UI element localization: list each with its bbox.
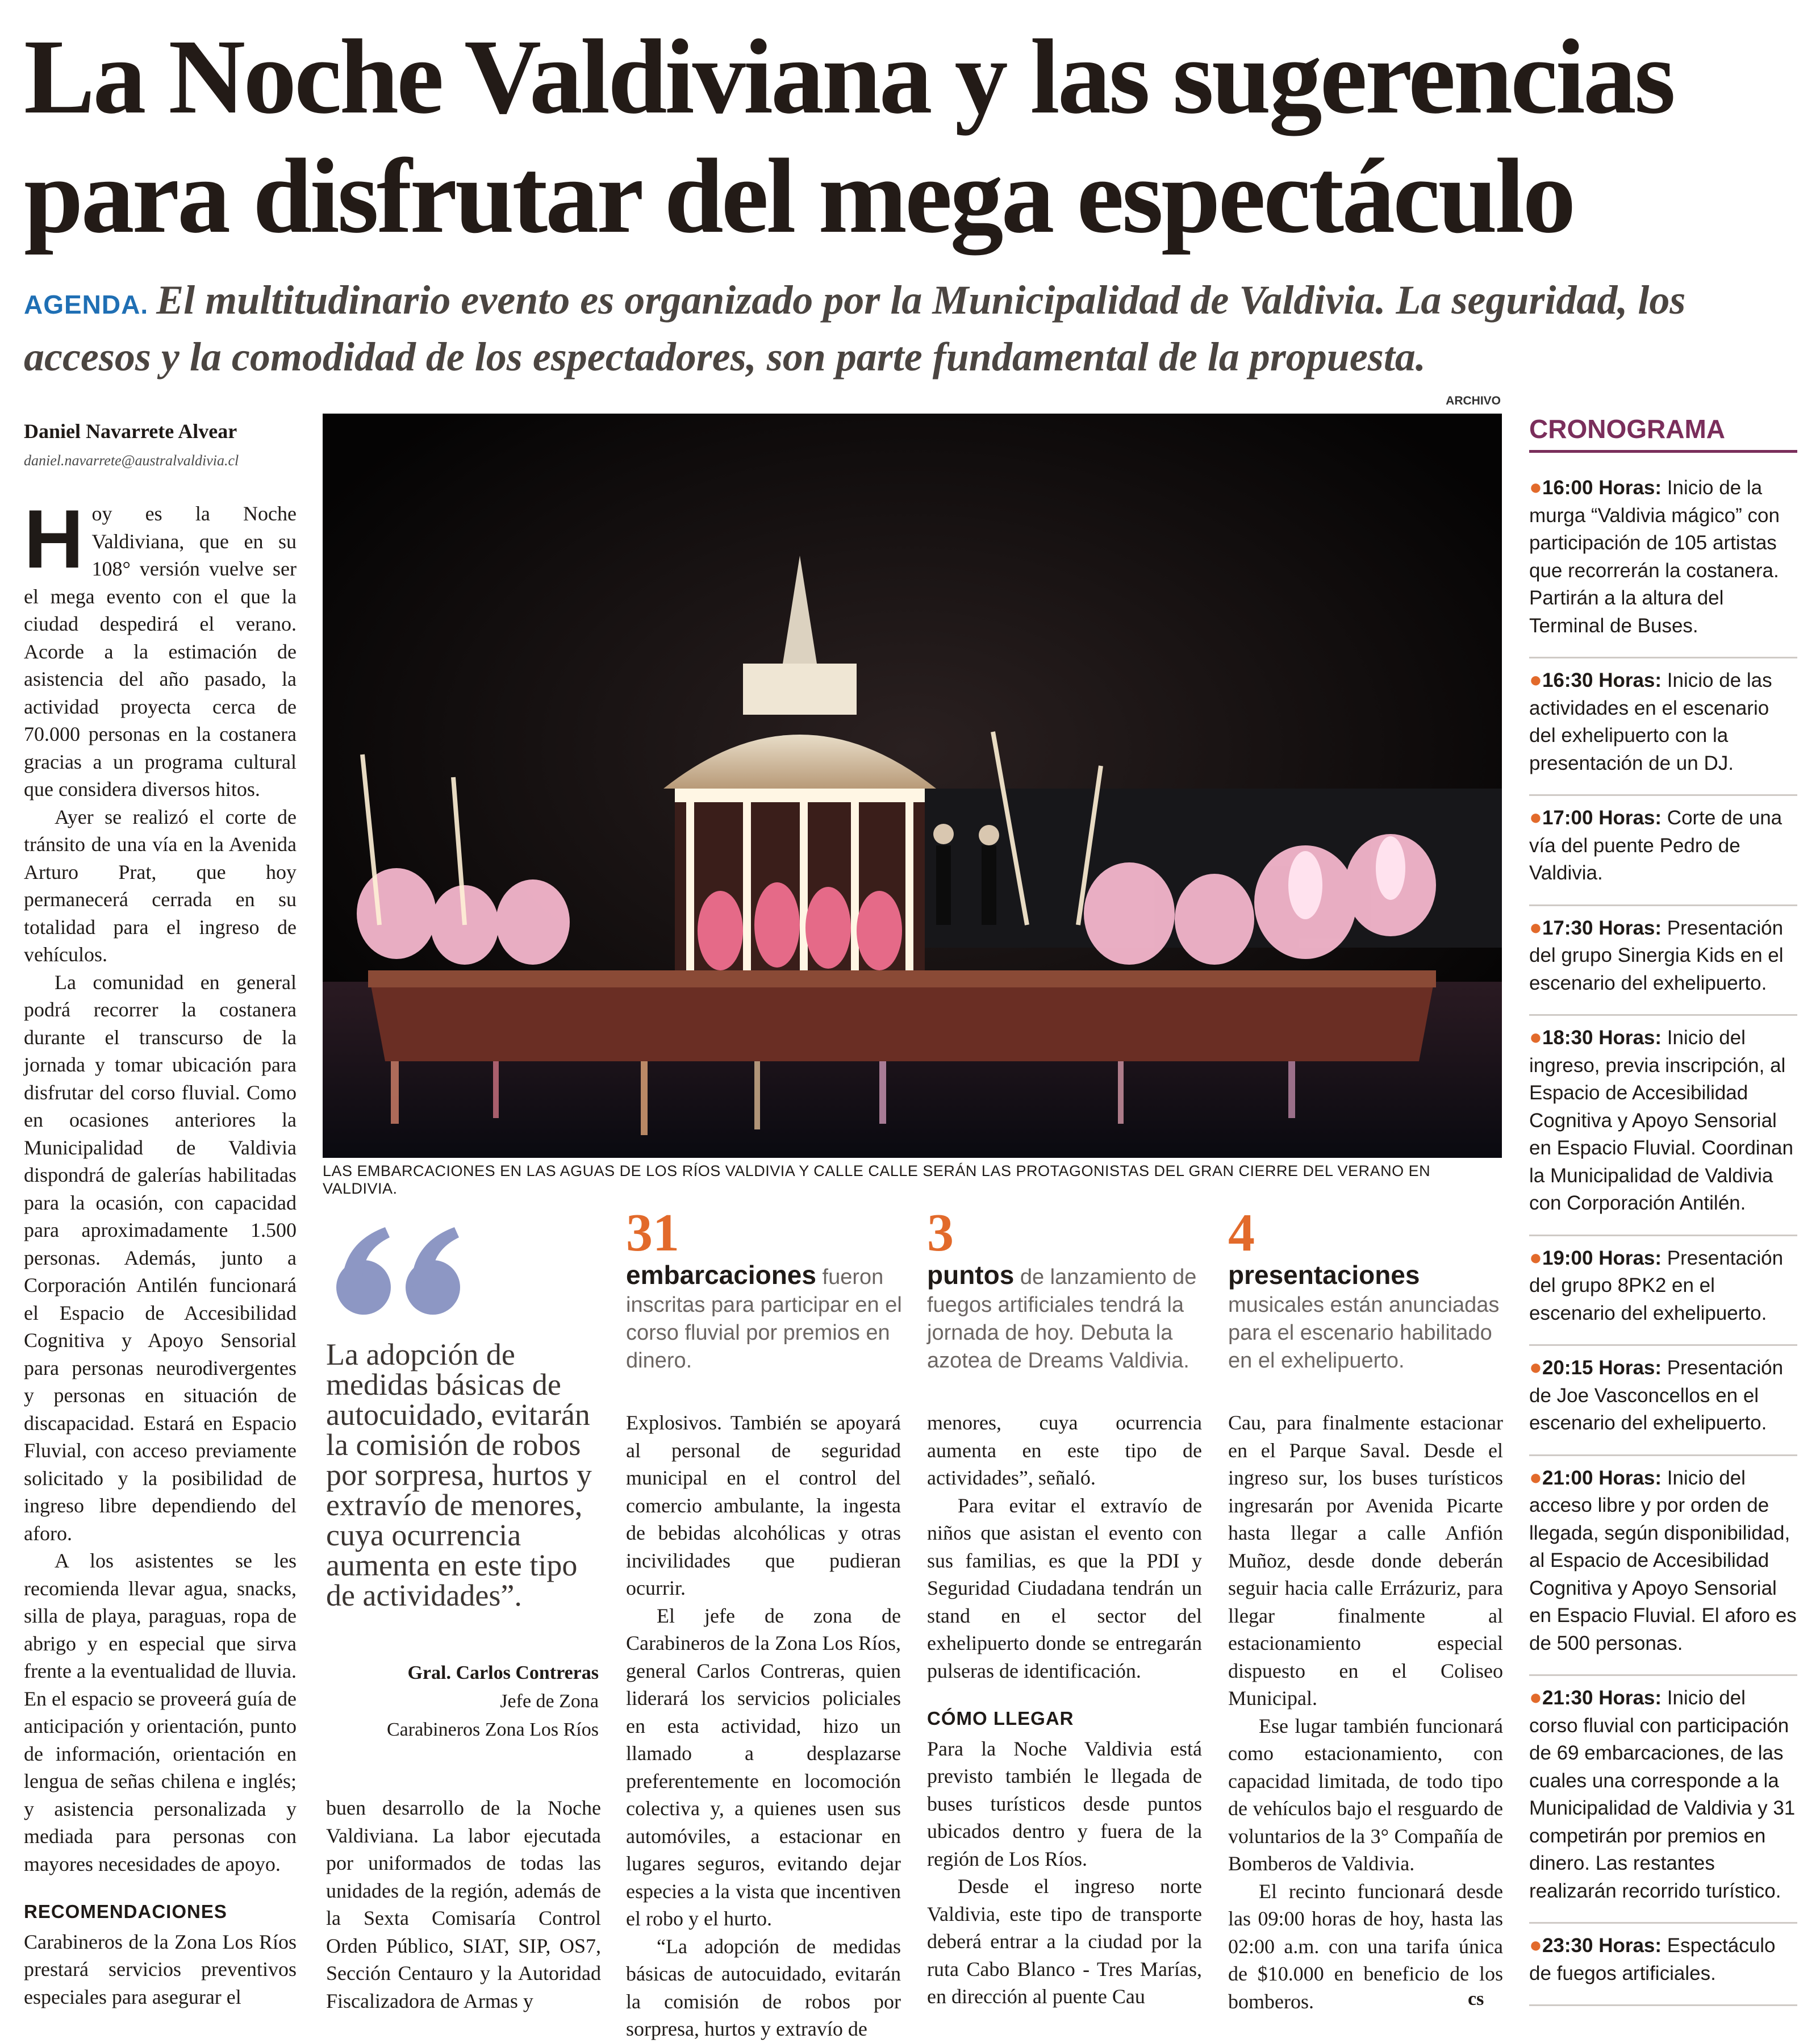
cronograma-title: CRONOGRAMA xyxy=(1529,414,1797,453)
schedule-text: Espectáculo de fuegos artificiales. xyxy=(1529,1934,1776,1984)
schedule-time: 18:30 Horas: xyxy=(1542,1027,1662,1049)
quote-mark-icon xyxy=(331,1220,467,1317)
article-paragraph: Para la Noche Valdivia está previsto también le llegada de buses turísticos desde puntos ubicados dentro y fuera de la región de Los Ríos. xyxy=(927,1737,1202,1870)
stat-description: embarcaciones fueron inscritas para participar en el corso fluvial por premios en dinero. xyxy=(626,1260,902,1373)
cronograma-list xyxy=(1529,466,1797,2006)
stat-block xyxy=(626,1204,904,1375)
stat-keyword: presentaciones xyxy=(1228,1260,1420,1290)
stat-description: puntos de lanzamiento de fuegos artificiales tendrá la jornada de hoy. Debuta la azotea de Dreams Valdivia. xyxy=(927,1260,1197,1373)
drop-cap: H xyxy=(24,493,84,585)
schedule-item xyxy=(1529,1456,1797,1677)
stat-keyword: puntos xyxy=(927,1260,1015,1290)
schedule-text: Presentación de Joe Vasconcellos en el escenario del exhelipuerto. xyxy=(1529,1357,1784,1434)
article-paragraph: menores, cuya ocurrencia aumenta en este tipo de actividades”, señaló. xyxy=(927,1411,1202,1489)
stat-block xyxy=(927,1204,1205,1375)
schedule-time: 16:00 Horas: xyxy=(1542,477,1662,499)
schedule-time: 17:00 Horas: xyxy=(1542,807,1662,829)
bullet-dot-icon: ● xyxy=(1529,668,1542,692)
bullet-dot-icon: ● xyxy=(1529,1245,1542,1270)
deck xyxy=(24,274,1796,383)
end-mark: cs xyxy=(1468,1988,1484,2009)
article-paragraph: Explosivos. También se apoyará al personal de seguridad municipal en el control del comercio ambulante, la ingesta de bebidas alcohólicas y otras incivilidades que pudieran ocurrir. xyxy=(626,1411,901,1599)
bullet-dot-icon: ● xyxy=(1529,806,1542,829)
article-paragraph: Desde el ingreso norte Valdivia, este tipo de transporte deberá entrar a la ciudad por la ruta Cabo Blanco - Tres Marías, en dirección al puente Cau xyxy=(927,1875,1202,2008)
article-paragraph: “La adopción de medidas básicas de autocuidado, evitarán la comisión de robos por sorpresa, hurtos y extravío de xyxy=(626,1934,901,2040)
article-paragraph: Para evitar el extravío de niños que asistan el evento con sus familias, es que la PDI y Seguridad Ciudadana tendrán un stand en el sector del exhelipuerto donde se entregarán pulseras de identificación. xyxy=(927,1494,1202,1682)
article-paragraph: El recinto funcionará desde las 09:00 horas de hoy, hasta las 02:00 a.m. con una tarifa única de $10.000 en beneficio de los bomberos. xyxy=(1228,1879,1503,2013)
photo-caption: LAS EMBARCACIONES EN LAS AGUAS DE LOS RÍOS VALDIVIA Y CALLE CALLE SERÁN LAS PROTAGONISTAS DEL GRAN CIERRE DEL VERANO EN VALDIVIA. xyxy=(323,1162,1431,1197)
schedule-item xyxy=(1529,906,1797,1016)
article-paragraph: La comunidad en general podrá recorrer la costanera durante el transcurso de la jornada y tomar ubicación para disfrutar del corso fluvial. Como en ocasiones anteriores la Municipalidad de Valdivia dispondrá de galerías habilitadas para la ocasión, con capacidad para aproximadamente 1.500 personas. Además, junto a Corporación Antilén funcionará el Espacio de Accesibilidad Cognitiva y Apoyo Sensorial para personas neurodivergentes y personas en situación de discapacidad. Estará en Espacio Fluvial, con acceso previamente solicitado y la posibilidad de ingreso libre dependiendo del aforo. xyxy=(24,970,297,1545)
stat-block xyxy=(1228,1204,1506,1375)
schedule-text: Inicio del ingreso, previa inscripción, al Espacio de Accesibilidad Cognitiva y Apoyo Sensorial en Espacio Fluvial. Coordinan la Municipalidad de Valdivia con Corporación Antilén. xyxy=(1529,1027,1793,1214)
article-paragraph: Ese lugar también funcionará como estacionamiento, con capacidad limitada, de todo tipo de vehículos bajo el resguardo de voluntarios de la 3° Compañía de Bomberos de Valdivia. xyxy=(1228,1714,1503,1875)
schedule-time: 19:00 Horas: xyxy=(1542,1246,1662,1269)
schedule-text: Inicio del acceso libre y por orden de llegada, según disponibilidad, al Espacio de Accesibilidad Cognitiva y Apoyo Sensorial en Espacio Fluvial. El aforo es de 500 personas. xyxy=(1529,1466,1797,1654)
schedule-item xyxy=(1529,1346,1797,1456)
article-column-5 xyxy=(1228,1409,1503,2015)
article-paragraph: buen desarrollo de la Noche Valdiviana. La labor ejecutada por uniformados de todas las unidades de la región, además de la Sexta Comisaría Control Orden Público, SIAT, SIP, OS7, Sección Centauro y la Autoridad Fiscalizadora de Armas y xyxy=(326,1796,601,2012)
schedule-time: 21:00 Horas: xyxy=(1542,1466,1662,1489)
stat-number: 4 xyxy=(1228,1203,1255,1262)
schedule-item xyxy=(1529,466,1797,658)
schedule-text: Inicio de la murga “Valdivia mágico” con participación de 105 artistas que recorrerán la costanera. Partirán a la altura del Terminal de Buses. xyxy=(1529,477,1780,637)
photo-credit: ARCHIVO xyxy=(1446,394,1501,407)
schedule-text: Corte de una vía del puente Pedro de Valdivia. xyxy=(1529,807,1783,884)
article-column-3 xyxy=(626,1409,901,2043)
quote-author-org: Carabineros Zona Los Ríos xyxy=(387,1719,599,1740)
article-column-4 xyxy=(927,1409,1202,2011)
schedule-text: Presentación del grupo Sinergia Kids en el escenario del exhelipuerto. xyxy=(1529,916,1784,994)
main-photo xyxy=(323,414,1502,1158)
byline-email[interactable]: daniel.navarrete@australvaldivia.cl xyxy=(24,452,239,469)
article-paragraph: Ayer se realizó el corte de tránsito de una vía en la Avenida Arturo Prat, que hoy permanecerá cerrada en su totalidad para el ingreso de vehículos. xyxy=(24,805,297,966)
article-paragraph: Carabineros de la Zona Los Ríos prestará servicios preventivos especiales para asegurar el xyxy=(24,1930,297,2008)
bullet-dot-icon: ● xyxy=(1529,1025,1542,1049)
quote-author-role: Jefe de Zona xyxy=(500,1691,599,1712)
quote-author-name: Gral. Carlos Contreras xyxy=(407,1662,599,1683)
byline-author: Daniel Navarrete Alvear xyxy=(24,420,237,443)
subhead-como-llegar: CÓMO LLEGAR xyxy=(927,1708,1074,1729)
schedule-item xyxy=(1529,1236,1797,1346)
bullet-dot-icon: ● xyxy=(1529,915,1542,940)
headline: La Noche Valdiviana y las sugerencias para disfrutar del mega espectáculo xyxy=(24,17,1673,255)
bullet-dot-icon: ● xyxy=(1529,1356,1542,1379)
schedule-item xyxy=(1529,1016,1797,1236)
bullet-dot-icon: ● xyxy=(1529,1686,1542,1710)
schedule-time: 20:15 Horas: xyxy=(1542,1357,1662,1379)
schedule-time: 16:30 Horas: xyxy=(1542,669,1662,691)
article-paragraph: A los asistentes se les recomienda llevar agua, snacks, silla de playa, paraguas, ropa de abrigo y en especial que sirva frente a la eventualidad de lluvia. En el espacio se proveerá guía de anticipación y orientación, punto de información, orientación en lengua de señas chilena e inglés; y asistencia personalizada y mediada para personas con mayores necesidades de apoyo. xyxy=(24,1549,297,1875)
section-tag: AGENDA. xyxy=(24,290,149,319)
schedule-item xyxy=(1529,1924,1797,2006)
bullet-dot-icon: ● xyxy=(1529,1933,1542,1957)
stat-number: 3 xyxy=(927,1203,954,1262)
schedule-item xyxy=(1529,796,1797,906)
schedule-text: Inicio del corso fluvial con participación de 69 embarcaciones, de las cuales una corresponde a la Municipalidad de Valdivia y 31 competirán por premios en dinero. Las restantes realizarán recorrido turístico. xyxy=(1529,1687,1796,1902)
stat-description: presentaciones musicales están anunciadas para el escenario habilitado en el exhelipuerto. xyxy=(1228,1260,1500,1373)
article-paragraph: El jefe de zona de Carabineros de la Zona Los Ríos, general Carlos Contreras, quien liderará los servicios policiales en esta actividad, hizo un llamado a desplazarse preferentemente en locomoción colectiva y, a quienes usen sus automóviles, a estacionar en lugares seguros, evitando dejar especies a la vista que incentiven el robo y el hurto. xyxy=(626,1604,901,1930)
bullet-dot-icon: ● xyxy=(1529,1465,1542,1490)
article-paragraph: Cau, para finalmente estacionar en el Parque Saval. Desde el ingreso sur, los buses turísticos ingresarán por Avenida Picarte hasta llegar a calle Anfión Muñoz, desde donde deberán seguir hacia calle Errázuriz, para llegar finalmente al estacionamiento especial dispuesto en el Coliseo Municipal. xyxy=(1228,1411,1503,1710)
stat-number: 31 xyxy=(626,1203,679,1262)
schedule-time: 17:30 Horas: xyxy=(1542,916,1662,939)
deck-text: El multitudinario evento es organizado por la Municipalidad de Valdivia. La seguridad, los accesos y la comodidad de los espectadores, son parte fundamental de la propuesta. xyxy=(24,277,1686,380)
schedule-time: 23:30 Horas: xyxy=(1542,1934,1662,1957)
stat-keyword: embarcaciones xyxy=(626,1260,816,1290)
schedule-text: Inicio de las actividades en el escenario del exhelipuerto con la presentación de un DJ. xyxy=(1529,669,1772,774)
article-column-1 xyxy=(24,493,297,2011)
schedule-item xyxy=(1529,1676,1797,1924)
schedule-text: Presentación del grupo 8PK2 en el escenario del exhelipuerto. xyxy=(1529,1246,1784,1324)
schedule-time: 21:30 Horas: xyxy=(1542,1687,1662,1709)
article-column-2 xyxy=(326,1794,601,2015)
bullet-dot-icon: ● xyxy=(1529,476,1542,499)
pull-quote: La adopción de medidas básicas de autocuidado, evitarán la comisión de robos por sorpresa, hurtos y extravío de menores, cuya ocurrencia aumenta en este tipo de actividades”. xyxy=(326,1337,592,1612)
subhead-recomendaciones: RECOMENDACIONES xyxy=(24,1901,227,1922)
schedule-item xyxy=(1529,658,1797,796)
article-paragraph: Hoy es la Noche Valdiviana, que en su 108° versión vuelve ser el mega evento con el que la ciudad despedirá el verano. Acorde a la estimación de asistencia del año pasado, la actividad proyecta cerca de 70.000 personas en la costanera gracias a un programa cultural que considera diversos hitos. xyxy=(24,493,297,800)
quote-attribution xyxy=(326,1659,599,1744)
